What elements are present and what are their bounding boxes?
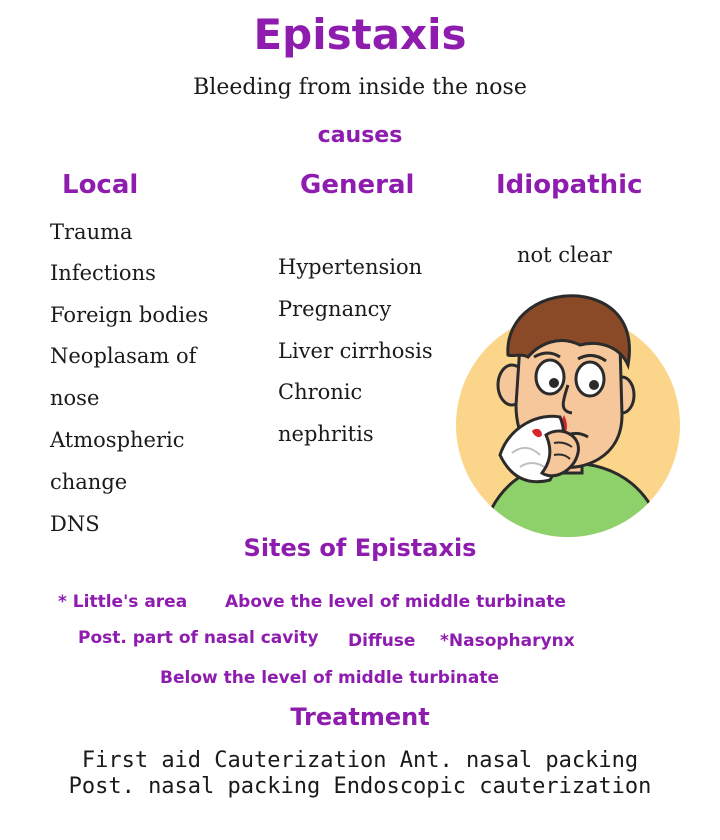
local-item: DNS (50, 512, 100, 536)
site-item: * Little's area (58, 592, 188, 612)
sites-title: Sites of Epistaxis (243, 534, 477, 562)
general-item: Chronic (278, 380, 363, 404)
page-title: Epistaxis (253, 10, 467, 59)
general-item: Hypertension (278, 255, 423, 279)
site-item: Below the level of middle turbinate (160, 668, 499, 688)
site-item: Post. part of nasal cavity (78, 628, 319, 648)
idiopathic-item: not clear (517, 243, 612, 267)
general-item: Pregnancy (278, 297, 392, 321)
right-eye (576, 362, 604, 396)
local-item: nose (50, 386, 100, 410)
site-item: Above the level of middle turbinate (225, 592, 566, 612)
nosebleed-illustration (450, 285, 690, 545)
local-item: Trauma (50, 220, 133, 244)
local-item: Neoplasam of (50, 344, 197, 368)
site-item: Diffuse (348, 631, 416, 651)
site-item: *Nasopharynx (440, 631, 575, 651)
treatment-row-2: Post. nasal packing Endoscopic cauterization (68, 774, 652, 799)
page-subtitle: Bleeding from inside the nose (193, 75, 527, 100)
treatment-row-1: First aid Cauterization Ant. nasal packing (81, 748, 639, 773)
idiopathic-heading: Idiopathic (496, 170, 643, 200)
general-item: nephritis (278, 422, 374, 446)
local-heading: Local (62, 170, 139, 200)
local-item: Infections (50, 261, 156, 285)
treatment-title: Treatment (290, 703, 430, 731)
local-item: Foreign bodies (50, 303, 209, 327)
causes-label: causes (317, 123, 403, 148)
general-item: Liver cirrhosis (278, 339, 433, 363)
local-item: Atmospheric (50, 428, 185, 452)
local-item: change (50, 470, 128, 494)
left-eye (536, 360, 564, 394)
general-heading: General (300, 170, 415, 200)
